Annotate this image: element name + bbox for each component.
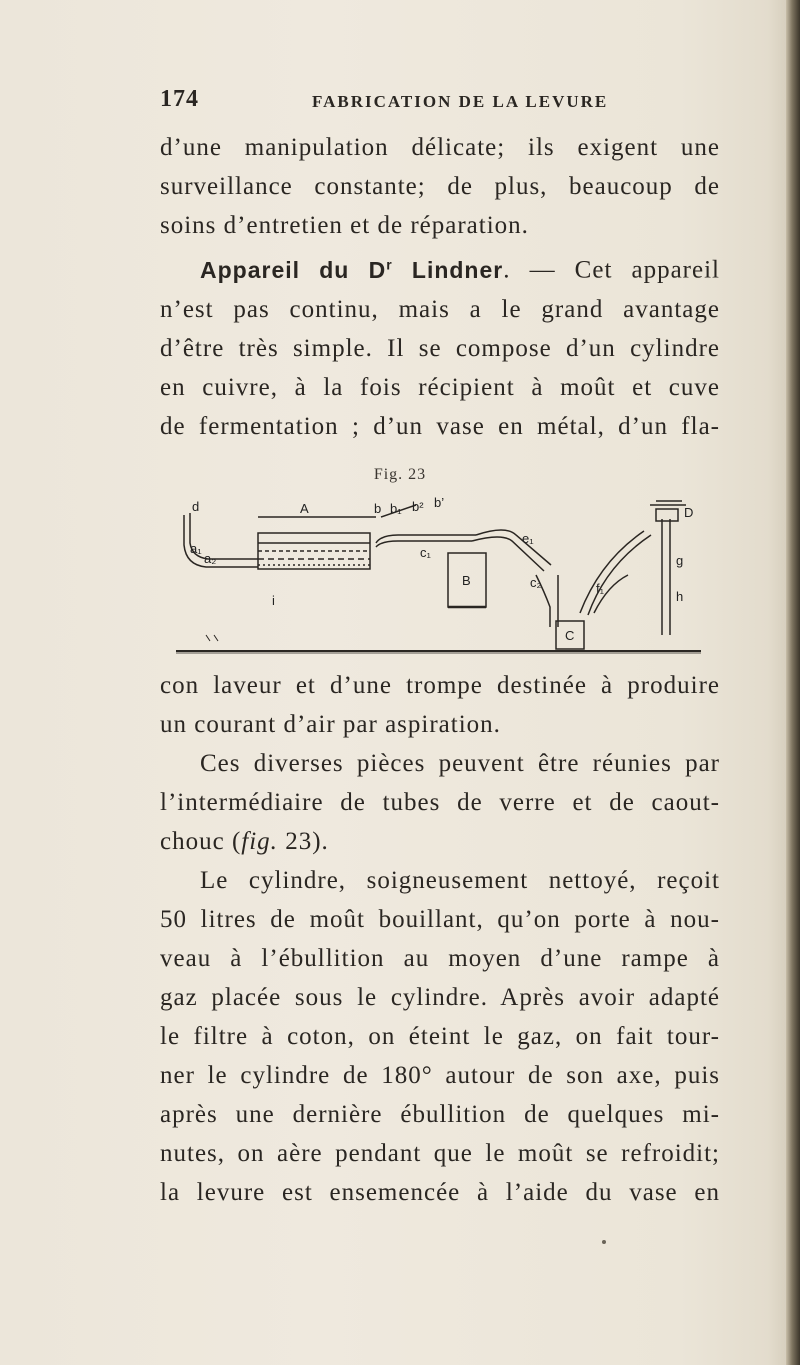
figure-reference: fig. xyxy=(241,828,278,855)
label-C: C xyxy=(565,628,575,643)
text-line: après une dernière ébullition de quelques mi- xyxy=(160,1101,720,1128)
text-line: n’est pas continu, mais a le grand avantage xyxy=(160,295,720,323)
text-line: de fermentation ; d’un vase en métal, d’un fla- xyxy=(160,412,720,440)
label-e1: e₁ xyxy=(522,531,534,546)
figure-caption: Fig. 23 xyxy=(373,466,427,483)
page-header xyxy=(160,86,720,122)
label-B: B xyxy=(462,573,471,588)
label-c2: c₂ xyxy=(530,575,542,590)
section-heading-line: Appareil du $D^r$ Lindner. — Cet appareil xyxy=(200,256,720,284)
text-line: surveillance constante; de plus, beaucoup de xyxy=(160,173,720,200)
text-line: la levure est ensemencée à l’aide du vase en xyxy=(160,1179,720,1206)
label-g: g xyxy=(676,553,684,568)
text-line: con laveur et d’une trompe destinée à produire xyxy=(160,672,720,699)
text-line: en cuivre, à la fois récipient à moût et cuve xyxy=(160,373,720,401)
label-D: D xyxy=(684,505,694,520)
paper-speck xyxy=(602,1240,606,1244)
apparatus-figure xyxy=(176,495,706,655)
label-h: h xyxy=(676,589,684,604)
text-line: 50 litres de moût bouillant, qu’on porte à nou- xyxy=(160,906,720,933)
label-A: A xyxy=(300,501,309,516)
label-b2: b² xyxy=(412,499,424,514)
text-line: chouc (fig. 23). xyxy=(160,828,329,855)
text-line: d’une manipulation délicate; ils exigent une xyxy=(160,134,720,161)
label-c1: c₁ xyxy=(420,545,431,560)
text-line: le filtre à coton, on éteint le gaz, on fait tour- xyxy=(160,1023,720,1050)
label-b1: b₁ xyxy=(390,501,402,516)
label-f1: f₁ xyxy=(596,581,604,596)
text-line: veau à l’ébullition au moyen d’une rampe à xyxy=(160,945,720,972)
page-edge-shadow xyxy=(786,0,800,1365)
label-a1: a₁ xyxy=(190,541,202,556)
label-i: i xyxy=(272,593,275,608)
label-a2: a₂ xyxy=(204,551,217,566)
apparatus-drawing xyxy=(176,495,706,655)
text-block-top xyxy=(160,128,720,446)
text-line: un courant d’air par aspiration. xyxy=(160,711,501,738)
text-line: l’intermédiaire de tubes de verre et de caout- xyxy=(160,789,720,816)
text-line: Le cylindre, soigneusement nettoyé, reçoit xyxy=(200,867,720,894)
text-line: soins d’entretien et de réparation. xyxy=(160,212,529,239)
page-number: 174 xyxy=(160,86,199,112)
text-line: Ces diverses pièces peuvent être réunies par xyxy=(200,750,720,777)
label-b3: b’ xyxy=(434,495,445,510)
text-block-bottom xyxy=(160,666,720,1212)
text-line: nutes, on aère pendant que le moût se refroidit; xyxy=(160,1140,720,1167)
text-line: ner le cylindre de 180° autour de son axe, puis xyxy=(160,1062,720,1089)
label-b: b xyxy=(374,501,382,516)
section-heading: Appareil du $D^r$ Lindner xyxy=(200,256,504,283)
text-line: gaz placée sous le cylindre. Après avoir adapté xyxy=(160,984,720,1011)
label-d: d xyxy=(192,499,200,514)
text-line: d’être très simple. Il se compose d’un cylindre xyxy=(160,334,720,362)
running-title: FABRICATION DE LA LEVURE xyxy=(312,92,609,111)
